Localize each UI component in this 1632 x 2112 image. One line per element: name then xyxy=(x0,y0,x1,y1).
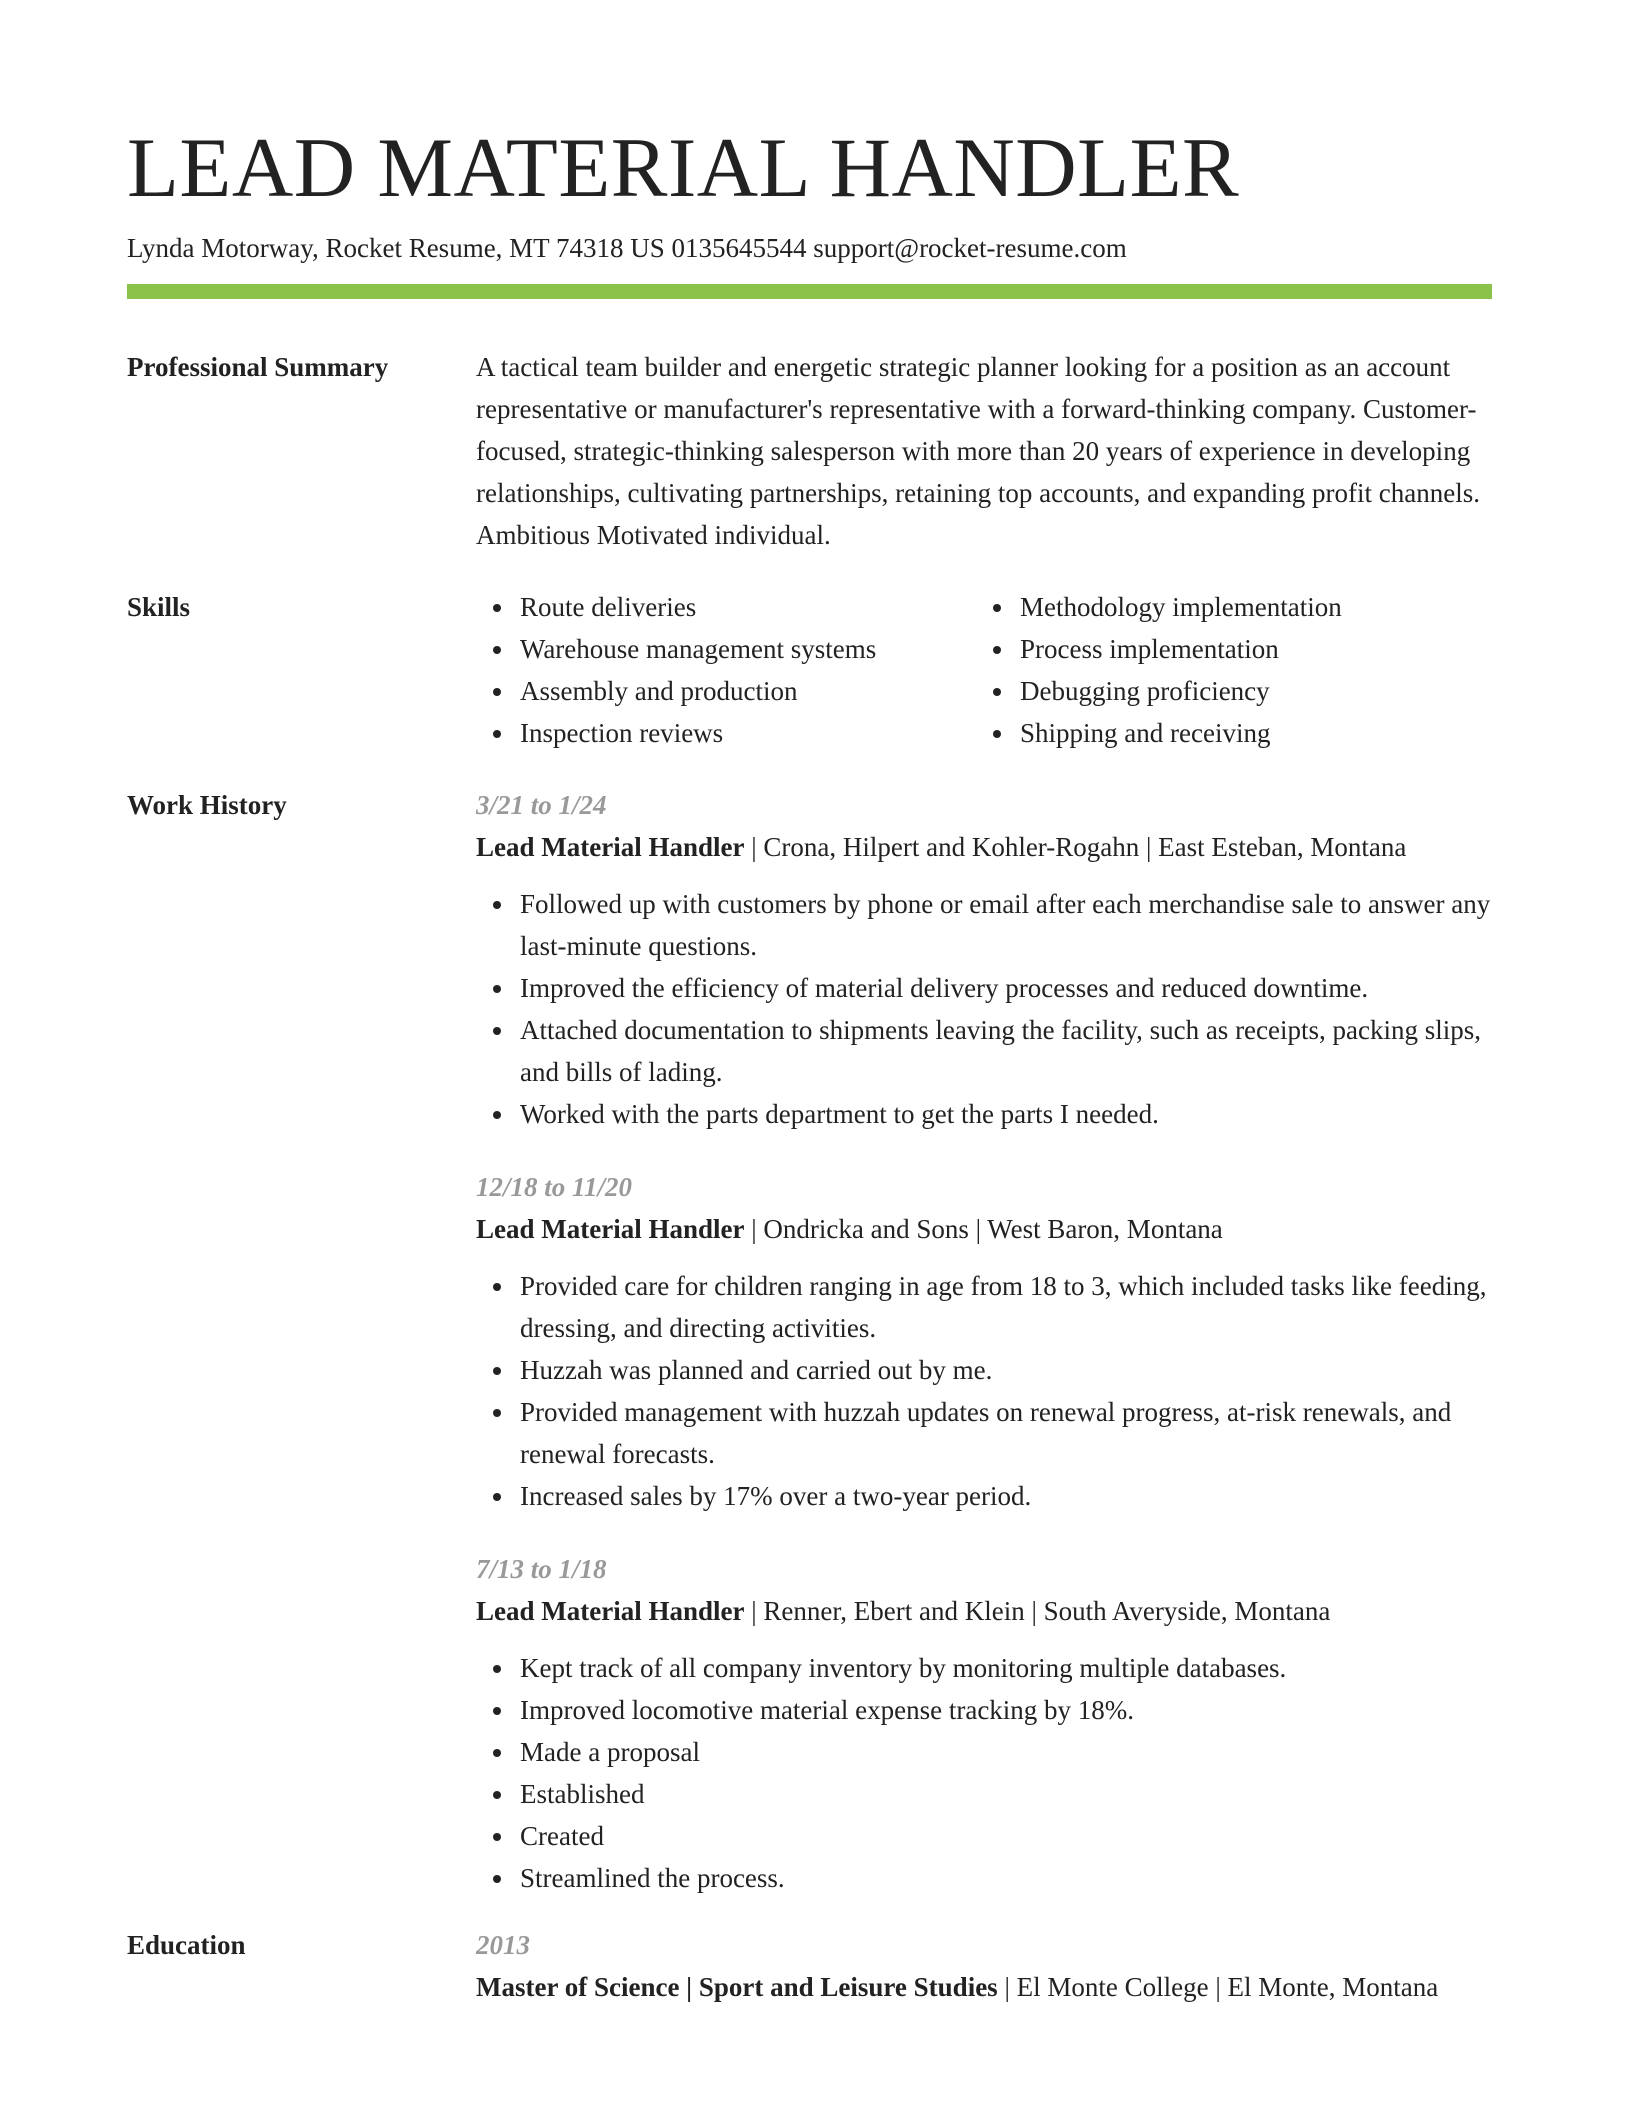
job-bullet: Made a proposal xyxy=(520,1731,1492,1773)
contact-line: Lynda Motorway, Rocket Resume, MT 74318 US 0135645544 support@rocket-resume.com xyxy=(127,233,1127,263)
skills-heading: Skills xyxy=(127,592,191,622)
job-bullet: Provided care for children ranging in age from 18 to 3, which included tasks like feeding, dressing, and directing activities. xyxy=(520,1265,1492,1349)
job-header xyxy=(476,826,1492,868)
job-bullet: Followed up with customers by phone or email after each merchandise sale to answer any last-minute questions. xyxy=(520,883,1492,967)
skill-item: Warehouse management systems xyxy=(520,628,976,670)
job-dates: 7/13 to 1/18 xyxy=(476,1554,607,1584)
resume-name: LEAD MATERIAL HANDLER xyxy=(127,121,1240,215)
skills-column-left xyxy=(476,586,976,754)
job-bullet: Worked with the parts department to get the parts I needed. xyxy=(520,1093,1492,1135)
education-body xyxy=(476,1924,1492,2008)
job-bullet: Streamlined the process. xyxy=(520,1857,1492,1899)
job-bullet: Huzzah was planned and carried out by me. xyxy=(520,1349,1492,1391)
skill-item: Debugging proficiency xyxy=(1020,670,1476,712)
job-bullet: Created xyxy=(520,1815,1492,1857)
job-bullet: Established xyxy=(520,1773,1492,1815)
job-bullet: Improved locomotive material expense tracking by 18%. xyxy=(520,1689,1492,1731)
education-school: | El Monte College | El Monte, Montana xyxy=(997,1972,1439,2002)
work-history-body xyxy=(476,784,1492,1899)
skill-item: Inspection reviews xyxy=(520,712,976,754)
job-dates: 3/21 to 1/24 xyxy=(476,790,607,820)
education-degree: Master of Science | Sport and Leisure Studies xyxy=(476,1972,998,2002)
education-year: 2013 xyxy=(476,1930,530,1960)
skill-item: Process implementation xyxy=(1020,628,1476,670)
job-entry xyxy=(476,784,1492,1135)
job-bullets xyxy=(476,1265,1492,1517)
education-heading: Education xyxy=(127,1930,246,1960)
skills-columns xyxy=(476,586,1492,754)
job-title: Lead Material Handler xyxy=(476,1214,745,1244)
skill-item: Shipping and receiving xyxy=(1020,712,1476,754)
job-employer: | Ondricka and Sons | West Baron, Montana xyxy=(744,1214,1223,1244)
job-bullet: Improved the efficiency of material delivery processes and reduced downtime. xyxy=(520,967,1492,1009)
job-employer: | Renner, Ebert and Klein | South Averyside, Montana xyxy=(744,1596,1331,1626)
job-header xyxy=(476,1208,1492,1250)
job-title: Lead Material Handler xyxy=(476,1596,745,1626)
skill-item: Route deliveries xyxy=(520,586,976,628)
job-entry xyxy=(476,1166,1492,1517)
job-bullet: Attached documentation to shipments leaving the facility, such as receipts, packing slips, and bills of lading. xyxy=(520,1009,1492,1093)
job-header xyxy=(476,1590,1492,1632)
job-bullets xyxy=(476,1647,1492,1899)
job-title: Lead Material Handler xyxy=(476,832,745,862)
skills-body xyxy=(476,586,1492,754)
skills-column-right xyxy=(976,586,1476,754)
job-bullet: Kept track of all company inventory by monitoring multiple databases. xyxy=(520,1647,1492,1689)
job-dates: 12/18 to 11/20 xyxy=(476,1172,633,1202)
skill-item: Methodology implementation xyxy=(1020,586,1476,628)
job-bullet: Increased sales by 17% over a two-year period. xyxy=(520,1475,1492,1517)
job-entry xyxy=(476,1548,1492,1899)
skill-item: Assembly and production xyxy=(520,670,976,712)
education-entry xyxy=(476,1966,1492,2008)
header-divider xyxy=(127,284,1492,299)
summary-body xyxy=(476,346,1492,556)
summary-text: A tactical team builder and energetic strategic planner looking for a position as an account representative or manufacturer's representative with a forward-thinking company. Customer-focused, strategic-thinking salesperson with more than 20 years of experience in developing relationships, cultivating partnerships, retaining top accounts, and expanding profit channels. Ambitious Motivated individual. xyxy=(476,352,1480,550)
job-bullets xyxy=(476,883,1492,1135)
work-history-heading: Work History xyxy=(127,790,287,820)
summary-heading: Professional Summary xyxy=(127,352,389,382)
job-employer: | Crona, Hilpert and Kohler-Rogahn | East Esteban, Montana xyxy=(744,832,1407,862)
job-bullet: Provided management with huzzah updates on renewal progress, at-risk renewals, and renewal forecasts. xyxy=(520,1391,1492,1475)
